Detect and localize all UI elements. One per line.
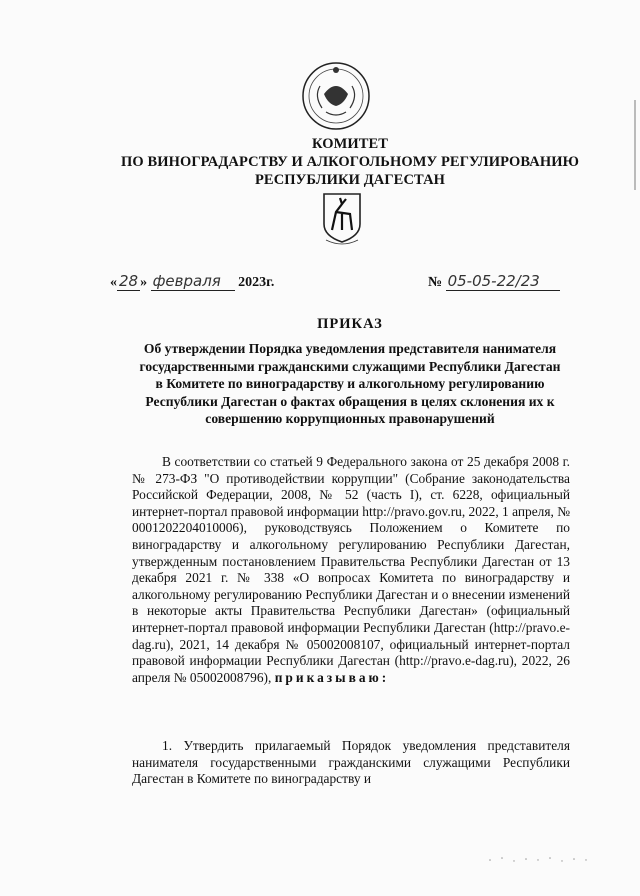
document-body (132, 454, 570, 686)
dagestan-emblem-icon (300, 60, 372, 132)
date-year: 2023г. (238, 275, 275, 290)
scan-noise (480, 848, 600, 868)
body-paragraph: В соответствии со статьей 9 Федерального закона от 25 декабря 2008 г. № 273-ФЗ "О противодействии коррупции" (Собрание законодательства Российской Федерации, 2008, № 52 (часть I), ст. 6228, официальный интернет-портал правовой информации http://pravo.gov.ru, 2022, 1 апреля, № 0001202204010006), руководствуясь Положением о Комитете по виноградарству и алкогольному регулированию Республики Дагестан, утвержденным постановлением Правительства Республики Дагестан от 13 декабря 2021 г. № 338 «О вопросах Комитета по виноградарству и алкогольному регулированию Республики Дагестан и о внесении изменений в некоторые акты Правительства Республики Дагестан» (официальный интернет-портал правовой информации Республики Дагестан (http://pravo.e-dag.ru), 2021, 14 декабря № 05002008107, официальный интернет-портал правовой информации Республики Дагестан (http://pravo.e-dag.ru), 2022, 26 апреля № 05002008796), (132, 454, 570, 685)
order-number: № 05-05-22/23 (428, 272, 560, 291)
document-subject: Об утверждении Порядка уведомления представителя нанимателя государственными гражданскими служащими Республики Дагестан в Комитете по виноградарству и алкогольному регулированию Республики Дагестан о фактах обращения в целях склонения их к совершению коррупционных правонарушений (139, 341, 561, 426)
date-month: февраля (151, 272, 235, 291)
org-name-line1: КОМИТЕТ (311, 136, 389, 152)
order-word: приказываю: (274, 669, 390, 685)
org-name-line2: ПО ВИНОГРАДАРСТВУ И АЛКОГОЛЬНОМУ РЕГУЛИРОВАНИЮ (120, 154, 580, 170)
org-name-line3: РЕСПУБЛИКИ ДАГЕСТАН (254, 172, 446, 188)
order-number-value: 05-05-22/23 (446, 272, 560, 291)
deer-coat-of-arms-icon (320, 190, 364, 246)
scan-edge-mark (634, 100, 636, 190)
document-title: ПРИКАЗ (317, 316, 383, 332)
date-day: 28 (119, 272, 139, 290)
order-date: « 28 » февраля 2023г. (110, 272, 275, 290)
order-item-1: 1. Утвердить прилагаемый Порядок уведомления представителя нанимателя государственными гражданскими служащими Республики Дагестан в Комитете по виноградарству и (132, 738, 570, 787)
